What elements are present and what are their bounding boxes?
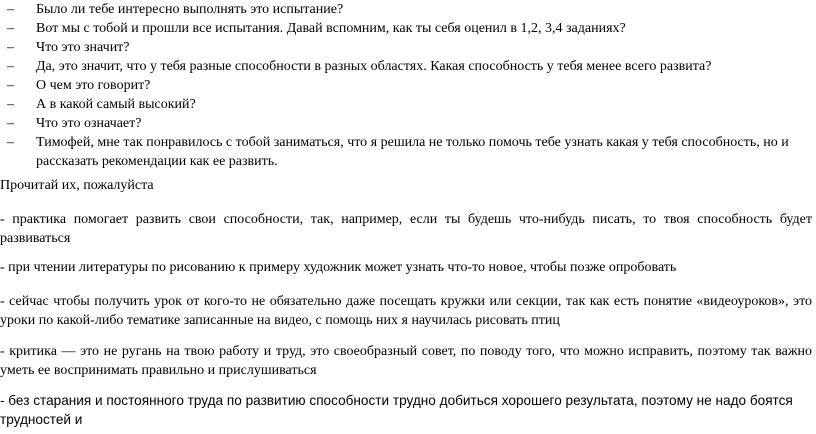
dash-marker: – <box>7 97 14 112</box>
dialogue-text: Да, это значит, что у тебя разные способности в разных областях. Какая способность у тебя менее всего развита? <box>36 59 712 74</box>
dialogue-text: Тимофей, мне так понравилось с тобой заниматься, что я решила не только помочь тебе узнать какая у тебя способность, но и рассказать рекомендации как ее развить. <box>36 135 789 169</box>
recommendation-paragraph: - сейчас чтобы получить урок от кого-то не обязательно даже посещать кружки или секции, так как есть понятие «видеоуроков», это уроки по какой-либо тематике записанные на видео, с помощь них я научилась рисовать птиц <box>0 294 812 328</box>
dialogue-text: Что это означает? <box>36 116 142 131</box>
dash-marker: – <box>7 135 14 150</box>
dialogue-item <box>0 76 810 95</box>
intro-text: Прочитай их, пожалуйста <box>0 178 154 193</box>
dialogue-text: О чем это говорит? <box>36 78 151 93</box>
dialogue-item <box>0 114 810 133</box>
dialogue-item <box>0 57 810 76</box>
recommendation-paragraph: - критика — это не ругань на твою работу и труд, это своеобразный совет, по поводу того, что можно исправить, поэтому так важно уметь ее воспринимать правильно и прислушиваться <box>0 344 812 378</box>
dialogue-item <box>0 38 810 57</box>
recommendation-paragraph: - при чтении литературы по рисованию к примеру художник может узнать что-то новое, чтобы позже опробовать <box>0 260 677 275</box>
dialogue-text: Было ли тебе интересно выполнять это испытание? <box>36 2 344 17</box>
recommendation-paragraph: - практика помогает развить свои способности, так, например, если ты будешь что-нибудь писать, то твоя способность будет развиваться <box>0 212 812 246</box>
dialogue-text: А в какой самый высокий? <box>36 97 196 112</box>
dialogue-text: Что это значит? <box>36 40 130 55</box>
dialogue-item <box>0 0 810 19</box>
dialogue-list <box>0 0 810 171</box>
dash-marker: – <box>7 59 14 74</box>
dialogue-item <box>0 95 810 114</box>
dash-marker: – <box>7 116 14 131</box>
dialogue-text: Вот мы с тобой и прошли все испытания. Давай вспомним, как ты себя оценил в 1,2, 3,4 заданиях? <box>36 21 626 36</box>
dash-marker: – <box>7 2 14 17</box>
dash-marker: – <box>7 21 14 36</box>
dialogue-item <box>0 133 810 171</box>
recommendation-paragraph: - без старания и постоянного труда по развитию способности трудно добиться хорошего результата, поэтому не надо боятся трудностей и <box>0 393 793 427</box>
dialogue-item <box>0 19 810 38</box>
dash-marker: – <box>7 78 14 93</box>
dash-marker: – <box>7 40 14 55</box>
